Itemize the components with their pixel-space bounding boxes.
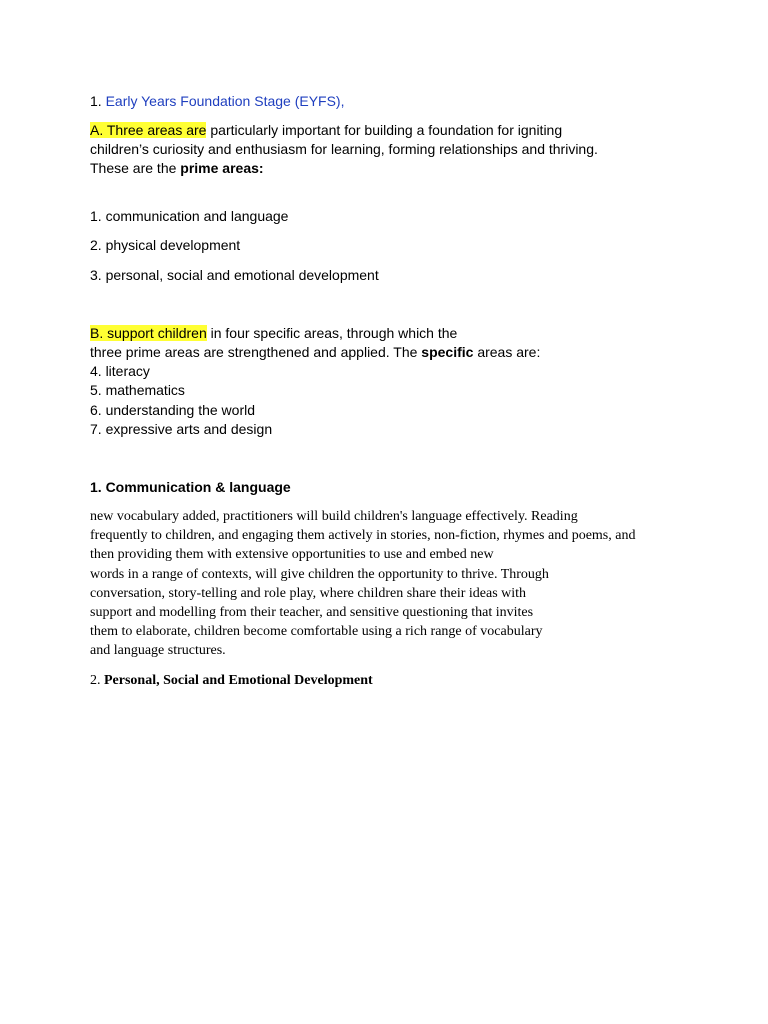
psed-heading-text: Personal, Social and Emotional Development (104, 673, 373, 688)
eyfs-heading-text: Early Years Foundation Stage (EYFS), (105, 93, 345, 109)
section-a-line-1 (90, 121, 562, 139)
psed-heading (90, 672, 373, 690)
prime-area-item: 2. physical development (90, 237, 241, 253)
eyfs-heading-number: 1. (90, 93, 102, 109)
section-b-line-1 (90, 324, 457, 342)
specific-area-item: 4. literacy (90, 363, 150, 379)
paragraph-line: words in a range of contexts, will give children the opportunity to thrive. Through (90, 567, 549, 582)
specific-area-item: 7. expressive arts and design (90, 421, 273, 437)
prime-area-item: 3. personal, social and emotional development (90, 267, 379, 283)
section-a-line-3-pre: These are the (90, 160, 181, 176)
section-b-line-2-post: areas are: (473, 344, 541, 360)
paragraph-line: frequently to children, and engaging them actively in stories, non-fiction, rhymes and poems, and (90, 528, 636, 543)
paragraph-line: support and modelling from their teacher, and sensitive questioning that invites (90, 605, 534, 620)
section-a-line-1-rest: particularly important for building a foundation for igniting (206, 122, 563, 138)
section-a-line-2: children’s curiosity and enthusiasm for learning, forming relationships and thriving. (90, 141, 598, 157)
communication-heading-text: 1. Communication & language (90, 479, 291, 495)
section-b-line-2-pre: three prime areas are strengthened and applied. The (90, 344, 422, 360)
section-b-line-1-rest: in four specific areas, through which the (206, 325, 458, 341)
paragraph-line: then providing them with extensive opportunities to use and embed new (90, 547, 494, 562)
paragraph-line: and language structures. (90, 643, 226, 658)
specific-label: specific (421, 344, 474, 360)
section-a-line-3 (90, 159, 264, 177)
section-a-highlight: A. Three areas are (90, 122, 207, 138)
communication-heading (90, 478, 291, 496)
section-b-line-2 (90, 343, 540, 361)
psed-heading-number: 2. (90, 673, 104, 688)
paragraph-line: new vocabulary added, practitioners will build children's language effectively. Reading (90, 509, 578, 524)
prime-area-item: 1. communication and language (90, 208, 289, 224)
paragraph-line: them to elaborate, children become comfortable using a rich range of vocabulary (90, 624, 543, 639)
eyfs-heading (90, 92, 345, 110)
specific-area-item: 6. understanding the world (90, 402, 255, 418)
paragraph-line: conversation, story-telling and role play, where children share their ideas with (90, 586, 527, 601)
section-b-highlight: B. support children (90, 325, 207, 341)
specific-area-item: 5. mathematics (90, 382, 185, 398)
prime-areas-label: prime areas: (180, 160, 264, 176)
